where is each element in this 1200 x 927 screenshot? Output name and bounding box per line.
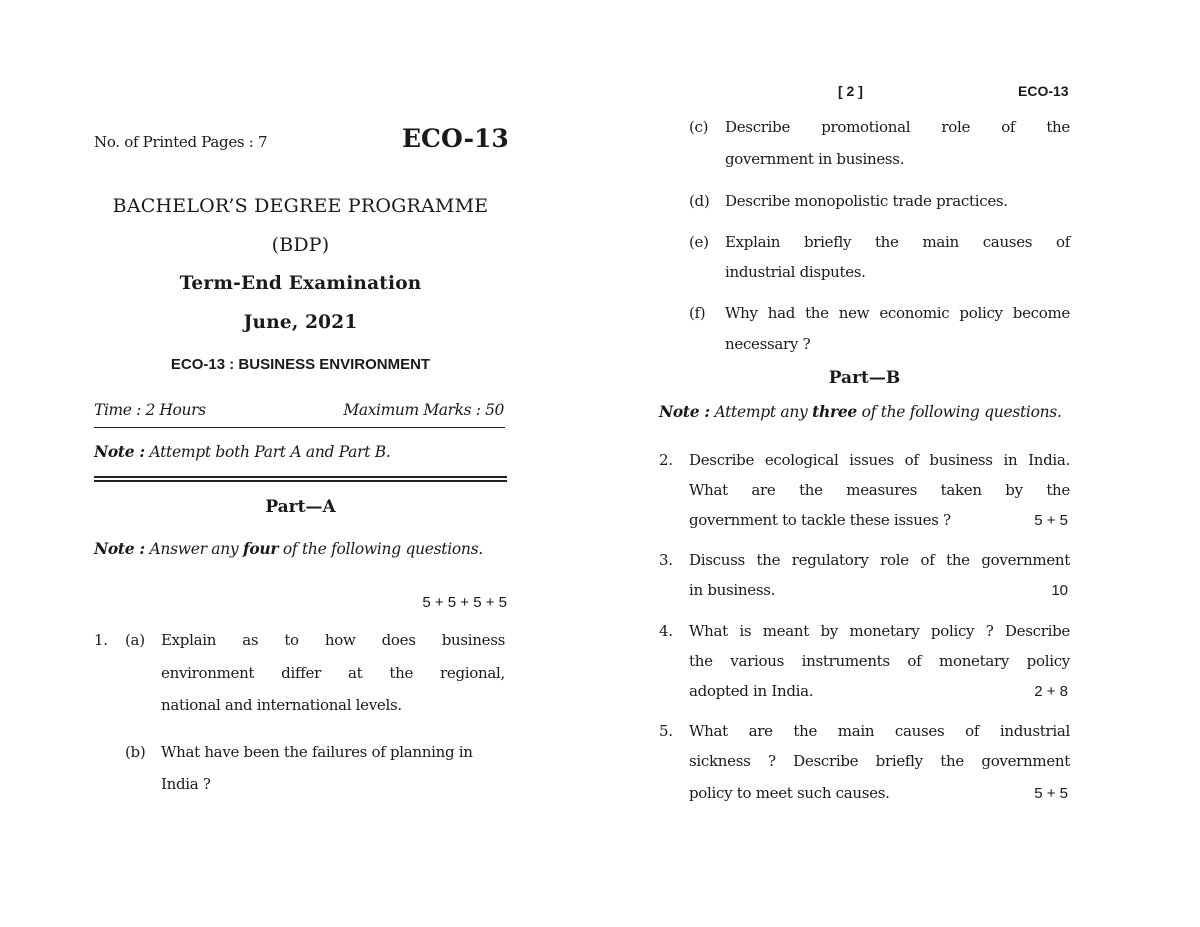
part-a-note xyxy=(94,539,483,558)
q4-line3: adopted in India. xyxy=(689,682,814,700)
part-b-note-post: of the following questions. xyxy=(856,403,1062,421)
course-title: ECO-13 : BUSINESS ENVIRONMENT xyxy=(170,356,431,373)
q2-line3: government to tackle these issues ? xyxy=(689,511,951,529)
q1c-label: (c) xyxy=(689,118,709,136)
exam-time: Time : 2 Hours xyxy=(94,401,206,419)
q1d-label: (d) xyxy=(689,192,710,210)
q1a-line2: environment differ at the regional, xyxy=(161,664,505,682)
q1e-line1: Explain briefly the main causes of xyxy=(725,233,1070,251)
part-b-note-pre: Attempt any xyxy=(714,403,813,421)
q2-line1: Describe ecological issues of business in India. xyxy=(689,451,1070,469)
note-text: Attempt both Part A and Part B. xyxy=(149,443,391,461)
max-marks: Maximum Marks : 50 xyxy=(343,401,504,419)
q4-number: 4. xyxy=(659,622,673,640)
page-number: [ 2 ] xyxy=(838,83,863,99)
q4-marks: 2 + 8 xyxy=(1034,683,1068,700)
double-rule-bottom xyxy=(94,480,507,482)
course-code: ECO-13 xyxy=(402,124,509,153)
q4-line1: What is meant by monetary policy ? Describe xyxy=(689,622,1070,640)
part-a-note-post: of the following questions. xyxy=(278,540,483,558)
q1f-label: (f) xyxy=(689,304,706,322)
q5-line3: policy to meet such causes. xyxy=(689,784,890,802)
note-label: Note : xyxy=(94,442,145,461)
part-a-note-pre: Answer any xyxy=(149,540,244,558)
q4-line2: the various instruments of monetary policy xyxy=(689,652,1070,670)
part-b-heading: Part—B xyxy=(828,368,901,388)
q5-line1: What are the main causes of industrial xyxy=(689,722,1070,740)
exam-name: Term-End Examination xyxy=(179,273,422,294)
general-note xyxy=(94,442,391,461)
q1b-label: (b) xyxy=(125,743,146,761)
q1c-line1: Describe promotional role of the xyxy=(725,118,1070,136)
q1a-label: (a) xyxy=(125,631,145,649)
part-a-heading: Part—A xyxy=(265,497,336,517)
header-course-code: ECO-13 xyxy=(1018,83,1069,99)
part-b-note-bold: three xyxy=(812,402,857,421)
q1a-line1: Explain as to how does business xyxy=(161,631,505,649)
q5-number: 5. xyxy=(659,722,673,740)
part-a-note-label: Note : xyxy=(94,539,145,558)
part-a-note-bold: four xyxy=(243,539,279,558)
q3-number: 3. xyxy=(659,551,673,569)
q2-marks: 5 + 5 xyxy=(1034,512,1068,529)
exam-date: June, 2021 xyxy=(243,312,358,333)
programme-title: BACHELOR’S DEGREE PROGRAMME xyxy=(112,195,489,217)
programme-abbr: (BDP) xyxy=(271,234,330,256)
q1e-line2: industrial disputes. xyxy=(725,263,866,281)
q1b-line1: What have been the failures of planning in xyxy=(161,743,473,761)
q2-line2: What are the measures taken by the xyxy=(689,481,1070,499)
q1d-line1: Describe monopolistic trade practices. xyxy=(725,192,1008,210)
q3-line1: Discuss the regulatory role of the government xyxy=(689,551,1070,569)
divider xyxy=(94,427,505,428)
q3-line2: in business. xyxy=(689,581,776,599)
double-rule-top xyxy=(94,476,507,478)
printed-pages: No. of Printed Pages : 7 xyxy=(94,133,268,151)
q1-number: 1. xyxy=(94,631,108,649)
time-marks-row xyxy=(94,401,504,419)
q5-line2: sickness ? Describe briefly the government xyxy=(689,752,1070,770)
q5-marks: 5 + 5 xyxy=(1034,785,1068,802)
part-b-note-label: Note : xyxy=(659,402,710,421)
q1f-line1: Why had the new economic policy become xyxy=(725,304,1070,322)
part-b-note xyxy=(659,402,1062,421)
q1b-line2: India ? xyxy=(161,775,211,793)
part-a-marks: 5 + 5 + 5 + 5 xyxy=(422,594,507,611)
q3-marks: 10 xyxy=(1051,582,1068,599)
q1c-line2: government in business. xyxy=(725,150,905,168)
q1f-line2: necessary ? xyxy=(725,335,811,353)
q2-number: 2. xyxy=(659,451,673,469)
q1a-line3: national and international levels. xyxy=(161,696,402,714)
q1e-label: (e) xyxy=(689,233,709,251)
